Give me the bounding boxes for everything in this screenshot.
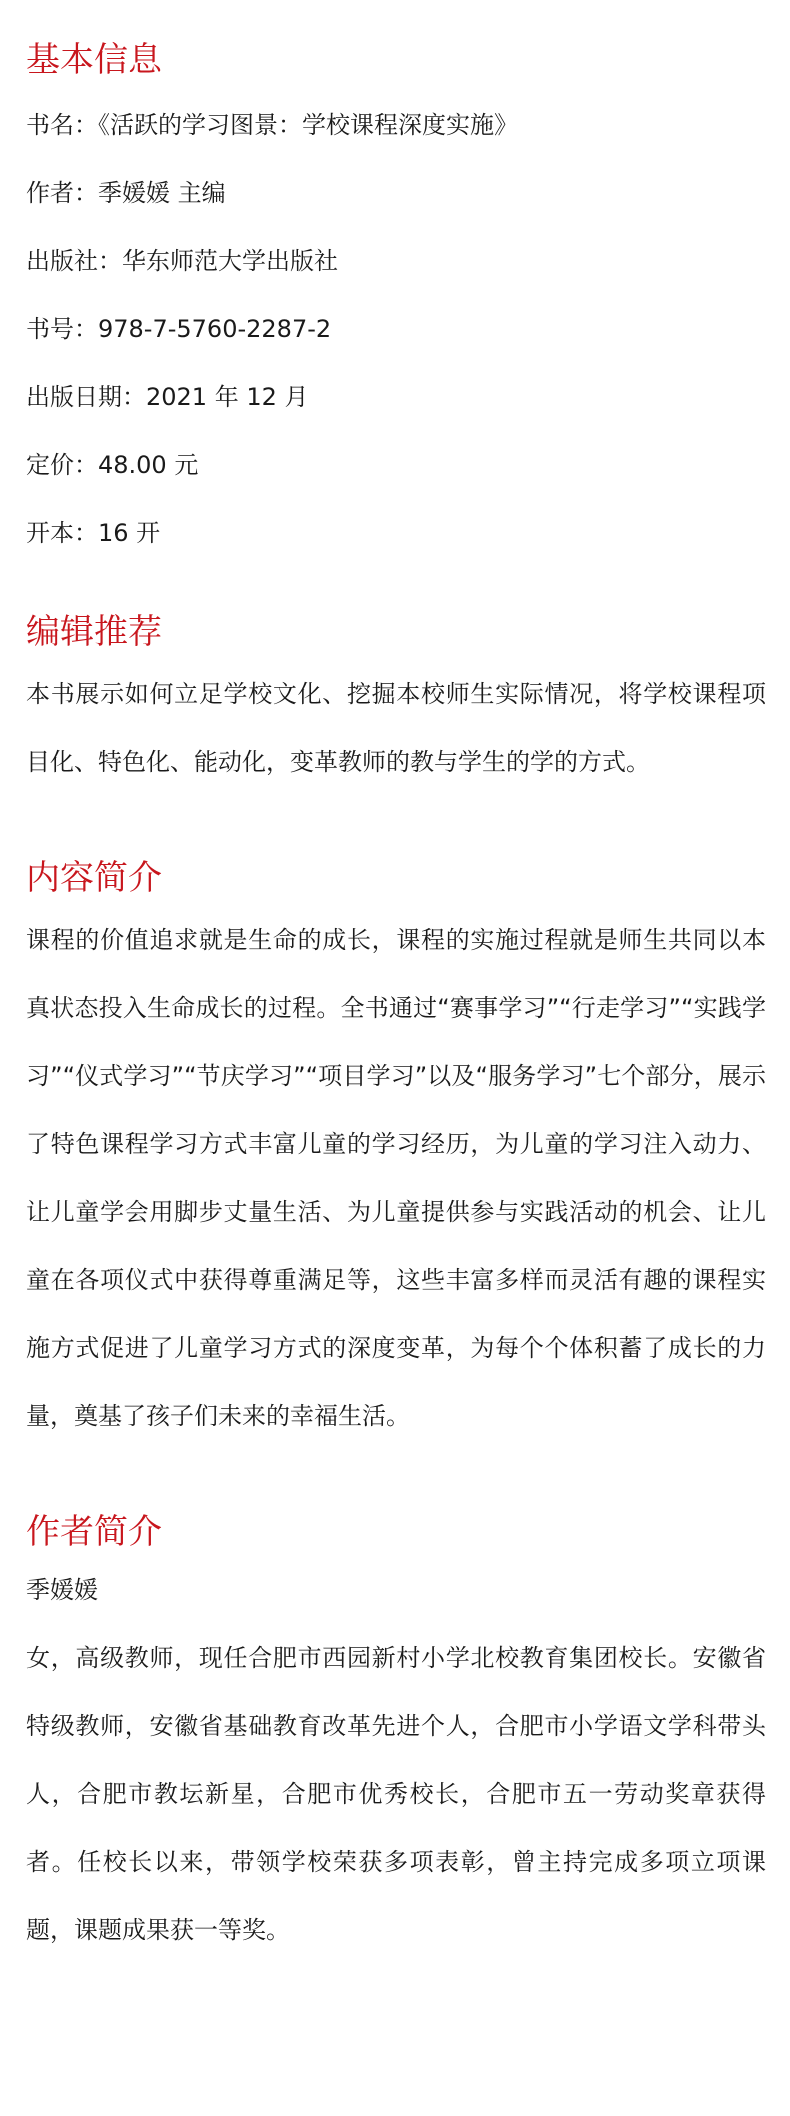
editor-recommendation-text: 本书展示如何立足学校文化、挖掘本校师生实际情况，将学校课程项目化、特色化、能动化，变革教师的教与学生的学的方式。 (26, 680, 766, 776)
author-intro-section (26, 1512, 766, 1964)
publish-date-line: 出版日期：2021 年 12 月 (26, 383, 309, 411)
editor-recommendation-section (26, 612, 766, 796)
price-line: 定价：48.00 元 (26, 451, 199, 479)
publisher-line: 出版社：华东师范大学出版社 (26, 247, 338, 275)
isbn-line: 书号：978-7-5760-2287-2 (26, 315, 332, 343)
content-summary-text: 课程的价值追求就是生命的成长，课程的实施过程就是师生共同以本真状态投入生命成长的过程。全书通过“赛事学习”“行走学习”“实践学习”“仪式学习”“节庆学习”“项目学习”以及“服务学习”七个部分，展示了特色课程学习方式丰富儿童的学习经历，为儿童的学习注入动力、让儿童学会用脚步丈量生活、为儿童提供参与实践活动的机会、让儿童在各项仪式中获得尊重满足等，这些丰富多样而灵活有趣的课程实施方式促进了儿童学习方式的深度变革，为每个个体积蓄了成长的力量，奠基了孩子们未来的幸福生活。 (26, 926, 766, 1430)
content-summary-section (26, 858, 766, 1450)
book-title-line: 书名：《活跃的学习图景：学校课程深度实施》 (26, 111, 518, 139)
author-line: 作者：季媛媛 主编 (26, 179, 226, 207)
author-intro-text: 女，高级教师，现任合肥市西园新村小学北校教育集团校长。安徽省特级教师，安徽省基础教育改革先进个人，合肥市小学语文学科带头人，合肥市教坛新星，合肥市优秀校长，合肥市五一劳动奖章获得者。任校长以来，带领学校荣获多项表彰，曾主持完成多项立项课题，课题成果获一等奖。 (26, 1644, 766, 1944)
editor-recommendation-heading: 编辑推荐 (26, 612, 162, 652)
author-name: 季媛媛 (26, 1576, 98, 1604)
basic-info-heading: 基本信息 (26, 40, 162, 80)
content-summary-heading: 内容简介 (26, 858, 162, 898)
author-intro-heading: 作者简介 (26, 1512, 162, 1552)
basic-info-section (26, 0, 766, 548)
format-line: 开本：16 开 (26, 519, 161, 547)
